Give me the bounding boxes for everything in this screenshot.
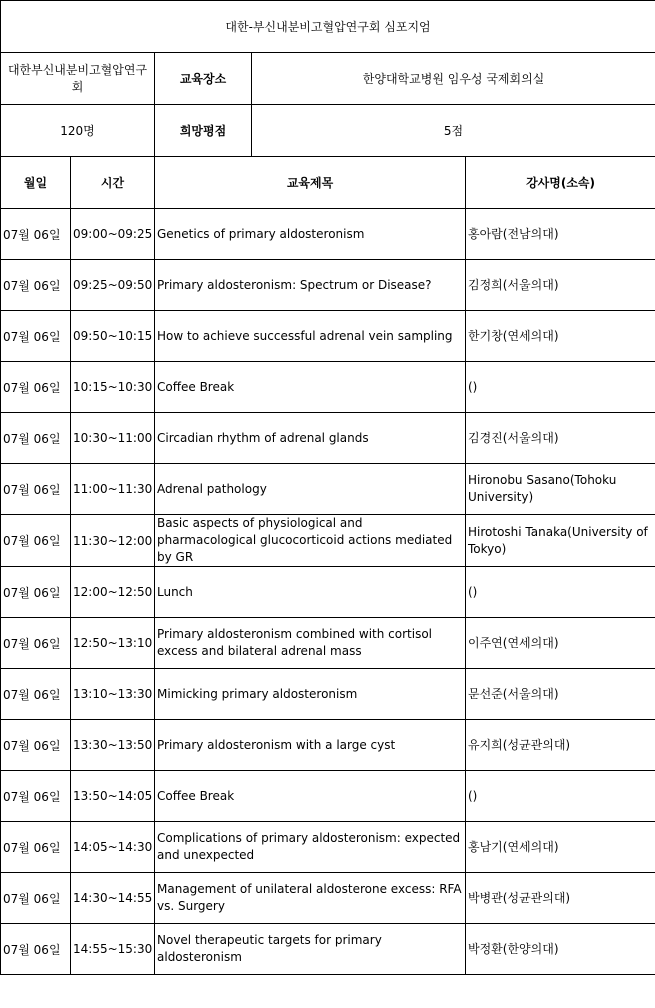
table-row (1, 362, 655, 413)
topic-cell: Coffee Break (155, 771, 466, 822)
speaker-cell: () (466, 567, 655, 618)
header-time: 시간 (71, 157, 155, 209)
table-row (1, 464, 655, 515)
speaker-cell: 김경진(서울의대) (466, 413, 655, 464)
date-cell: 07월 06일 (1, 669, 71, 720)
time-cell: 13:50~14:05 (71, 771, 155, 822)
time-cell: 11:30~12:00 (71, 515, 155, 567)
time-cell: 14:55~15:30 (71, 924, 155, 975)
speaker-cell: Hironobu Sasano(Tohoku University) (466, 464, 655, 515)
speaker-cell: 박병관(성균관의대) (466, 873, 655, 924)
page-title: 대한-부신내분비고혈압연구회 심포지엄 (1, 1, 655, 53)
date-cell: 07월 06일 (1, 311, 71, 362)
organizer-cell: 대한부신내분비고혈압연구회 (1, 53, 155, 105)
table-row (1, 924, 655, 975)
speaker-cell: () (466, 771, 655, 822)
date-cell: 07월 06일 (1, 822, 71, 873)
venue-value: 한양대학교병원 임우성 국제회의실 (252, 53, 655, 105)
date-cell: 07월 06일 (1, 567, 71, 618)
topic-cell: Basic aspects of physiological and pharmacological glucocorticoid actions mediated by GR (155, 515, 466, 567)
date-cell: 07월 06일 (1, 413, 71, 464)
table-row (1, 822, 655, 873)
speaker-cell: 이주연(연세의대) (466, 618, 655, 669)
topic-cell: Adrenal pathology (155, 464, 466, 515)
header-speaker: 강사명(소속) (466, 157, 655, 209)
table-row (1, 311, 655, 362)
topic-cell: Genetics of primary aldosteronism (155, 209, 466, 260)
speaker-cell: 박정환(한양의대) (466, 924, 655, 975)
time-cell: 09:50~10:15 (71, 311, 155, 362)
table-row (1, 260, 655, 311)
time-cell: 14:05~14:30 (71, 822, 155, 873)
time-cell: 12:00~12:50 (71, 567, 155, 618)
time-cell: 09:25~09:50 (71, 260, 155, 311)
table-row (1, 873, 655, 924)
speaker-cell: 문선준(서울의대) (466, 669, 655, 720)
topic-cell: Novel therapeutic targets for primary aldosteronism (155, 924, 466, 975)
time-cell: 14:30~14:55 (71, 873, 155, 924)
topic-cell: Lunch (155, 567, 466, 618)
date-cell: 07월 06일 (1, 260, 71, 311)
header-date: 월일 (1, 157, 71, 209)
topic-cell: Primary aldosteronism: Spectrum or Disease? (155, 260, 466, 311)
points-value: 5점 (252, 105, 655, 157)
topic-cell: Complications of primary aldosteronism: expected and unexpected (155, 822, 466, 873)
capacity-cell: 120명 (1, 105, 155, 157)
date-cell: 07월 06일 (1, 362, 71, 413)
table-row (1, 669, 655, 720)
info-row-2 (1, 105, 655, 157)
time-cell: 10:30~11:00 (71, 413, 155, 464)
topic-cell: Coffee Break (155, 362, 466, 413)
table-row (1, 720, 655, 771)
speaker-cell: () (466, 362, 655, 413)
speaker-cell: 홍남기(연세의대) (466, 822, 655, 873)
table-row (1, 209, 655, 260)
points-label: 희망평점 (155, 105, 252, 157)
table-row (1, 413, 655, 464)
speaker-cell: 유지희(성균관의대) (466, 720, 655, 771)
speaker-cell: 홍아람(전남의대) (466, 209, 655, 260)
header-row (1, 157, 655, 209)
date-cell: 07월 06일 (1, 873, 71, 924)
time-cell: 12:50~13:10 (71, 618, 155, 669)
topic-cell: Mimicking primary aldosteronism (155, 669, 466, 720)
title-row (1, 1, 655, 53)
speaker-cell: 한기창(연세의대) (466, 311, 655, 362)
table-row (1, 567, 655, 618)
topic-cell: Primary aldosteronism combined with cortisol excess and bilateral adrenal mass (155, 618, 466, 669)
date-cell: 07월 06일 (1, 209, 71, 260)
table-body (1, 1, 655, 975)
time-cell: 13:10~13:30 (71, 669, 155, 720)
topic-cell: Management of unilateral aldosterone excess: RFA vs. Surgery (155, 873, 466, 924)
speaker-cell: Hirotoshi Tanaka(University of Tokyo) (466, 515, 655, 567)
table-row (1, 618, 655, 669)
topic-cell: How to achieve successful adrenal vein sampling (155, 311, 466, 362)
info-row-1 (1, 53, 655, 105)
time-cell: 10:15~10:30 (71, 362, 155, 413)
date-cell: 07월 06일 (1, 771, 71, 822)
date-cell: 07월 06일 (1, 720, 71, 771)
venue-label: 교육장소 (155, 53, 252, 105)
topic-cell: Primary aldosteronism with a large cyst (155, 720, 466, 771)
topic-cell: Circadian rhythm of adrenal glands (155, 413, 466, 464)
header-topic: 교육제목 (155, 157, 466, 209)
date-cell: 07월 06일 (1, 515, 71, 567)
date-cell: 07월 06일 (1, 924, 71, 975)
speaker-cell: 김정희(서울의대) (466, 260, 655, 311)
time-cell: 09:00~09:25 (71, 209, 155, 260)
date-cell: 07월 06일 (1, 618, 71, 669)
table-row (1, 515, 655, 567)
time-cell: 13:30~13:50 (71, 720, 155, 771)
date-cell: 07월 06일 (1, 464, 71, 515)
time-cell: 11:00~11:30 (71, 464, 155, 515)
table-row (1, 771, 655, 822)
